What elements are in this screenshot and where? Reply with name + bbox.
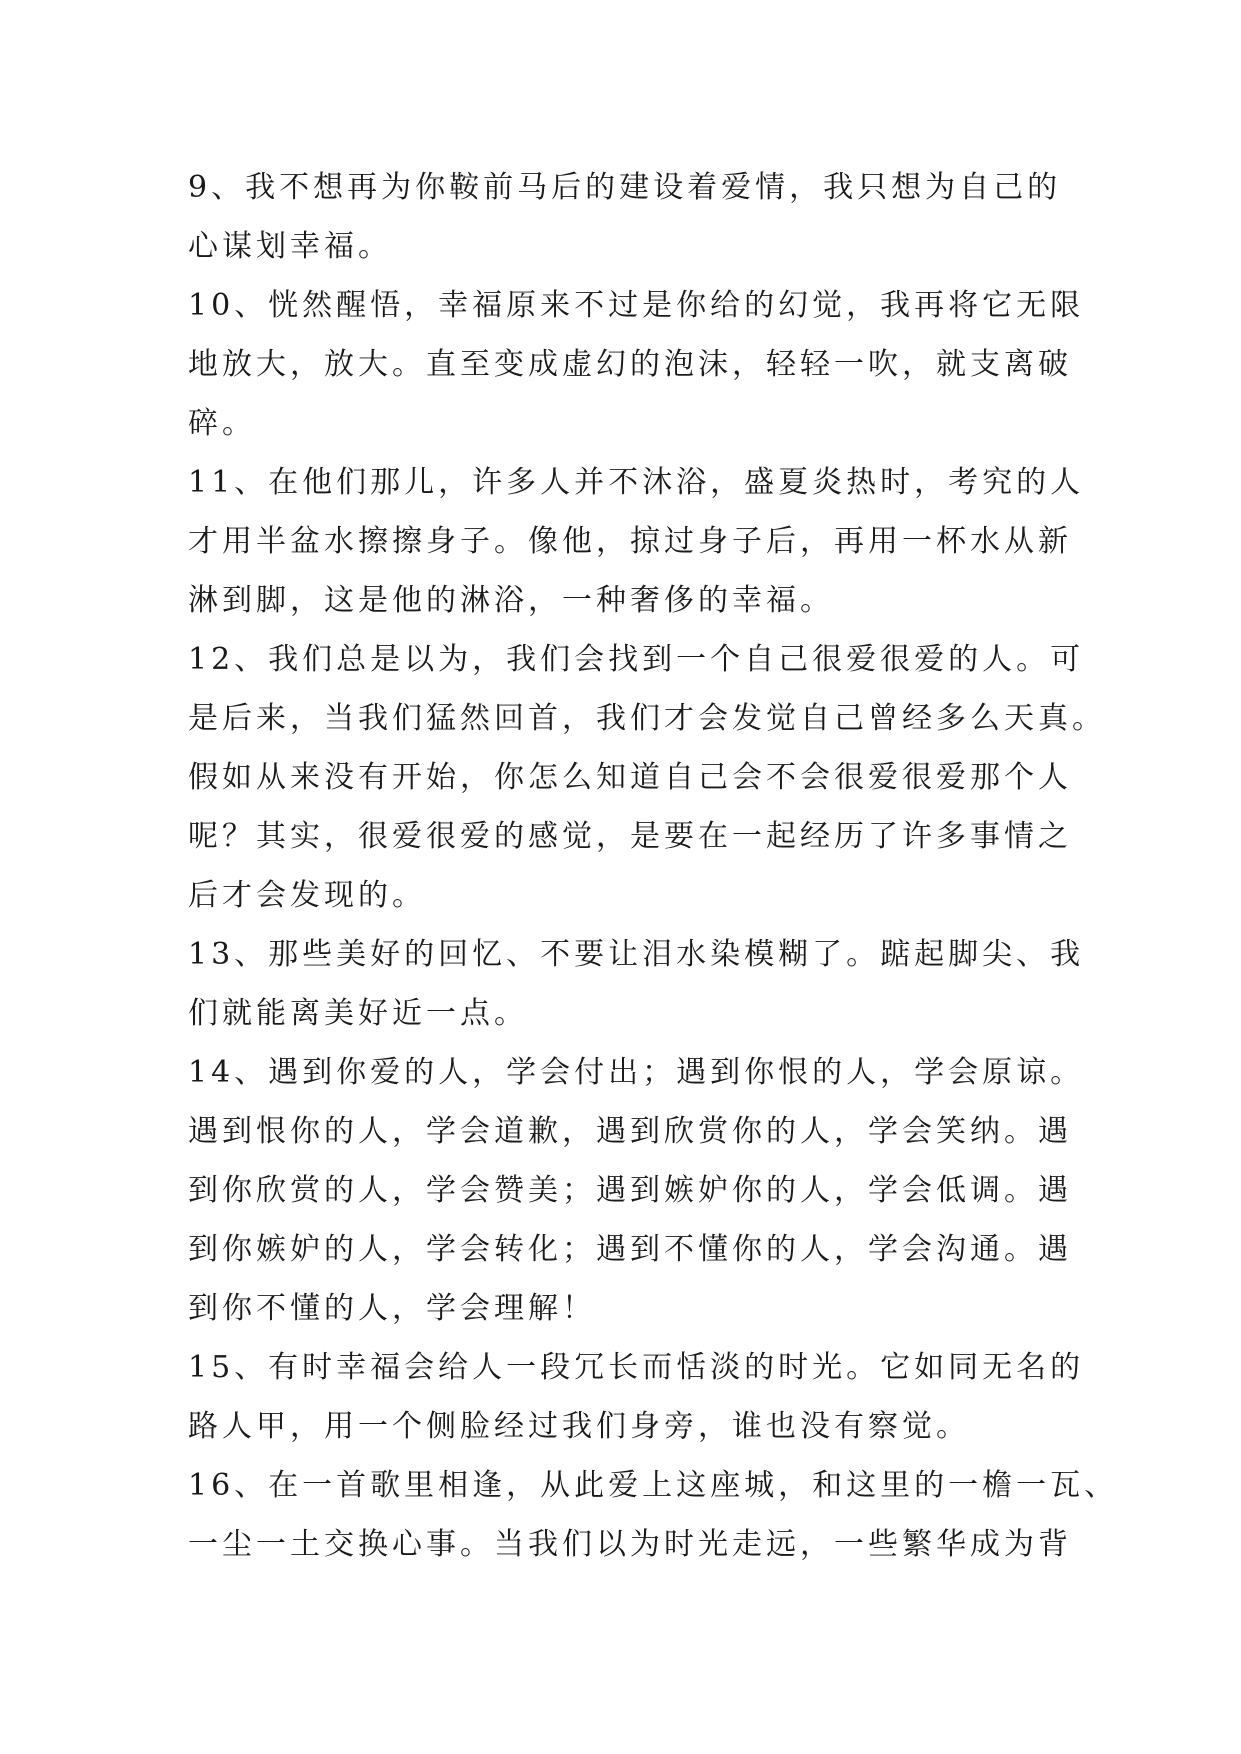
text-line: 11、在他们那儿，许多人并不沐浴，盛夏炎热时，考究的人 — [188, 465, 1085, 500]
body-text — [188, 158, 1119, 1574]
text-line: 是后来，当我们猛然回首，我们才会发觉自己曾经多么天真。 — [188, 701, 1106, 736]
text-line: 16、在一首歌里相逢，从此爱上这座城，和这里的一檐一瓦、 — [188, 1468, 1119, 1503]
text-line: 才用半盆水擦擦身子。像他，掠过身子后，再用一杯水从新 — [188, 524, 1072, 559]
text-line: 9、我不想再为你鞍前马后的建设着爱情，我只想为自己的 — [188, 170, 1062, 205]
text-line: 到你不懂的人，学会理解！ — [188, 1291, 596, 1326]
text-line: 13、那些美好的回忆、不要让泪水染模糊了。踮起脚尖、我 — [188, 937, 1085, 972]
text-line: 14、遇到你爱的人，学会付出；遇到你恨的人，学会原谅。 — [188, 1055, 1085, 1090]
text-line: 15、有时幸福会给人一段冗长而恬淡的时光。它如同无名的 — [188, 1350, 1085, 1385]
text-line: 10、恍然醒悟，幸福原来不过是你给的幻觉，我再将它无限 — [188, 288, 1085, 323]
text-line: 淋到脚，这是他的淋浴，一种奢侈的幸福。 — [188, 583, 834, 618]
text-line: 们就能离美好近一点。 — [188, 996, 528, 1031]
text-line: 12、我们总是以为，我们会找到一个自己很爱很爱的人。可 — [188, 642, 1085, 677]
text-line: 假如从来没有开始，你怎么知道自己会不会很爱很爱那个人 — [188, 760, 1072, 795]
text-line: 到你欣赏的人，学会赞美；遇到嫉妒你的人，学会低调。遇 — [188, 1173, 1072, 1208]
text-line: 地放大，放大。直至变成虚幻的泡沫，轻轻一吹，就支离破 — [188, 347, 1072, 382]
text-line: 遇到恨你的人，学会道歉，遇到欣赏你的人，学会笑纳。遇 — [188, 1114, 1072, 1149]
text-line: 后才会发现的。 — [188, 878, 426, 913]
text-line: 碎。 — [188, 406, 256, 441]
text-line: 到你嫉妒的人，学会转化；遇到不懂你的人，学会沟通。遇 — [188, 1232, 1072, 1267]
text-line: 路人甲，用一个侧脸经过我们身旁，谁也没有察觉。 — [188, 1409, 970, 1444]
text-line: 一尘一土交换心事。当我们以为时光走远，一些繁华成为背 — [188, 1527, 1072, 1562]
text-line: 心谋划幸福。 — [188, 229, 392, 264]
text-line: 呢？其实，很爱很爱的感觉，是要在一起经历了许多事情之 — [188, 819, 1072, 854]
